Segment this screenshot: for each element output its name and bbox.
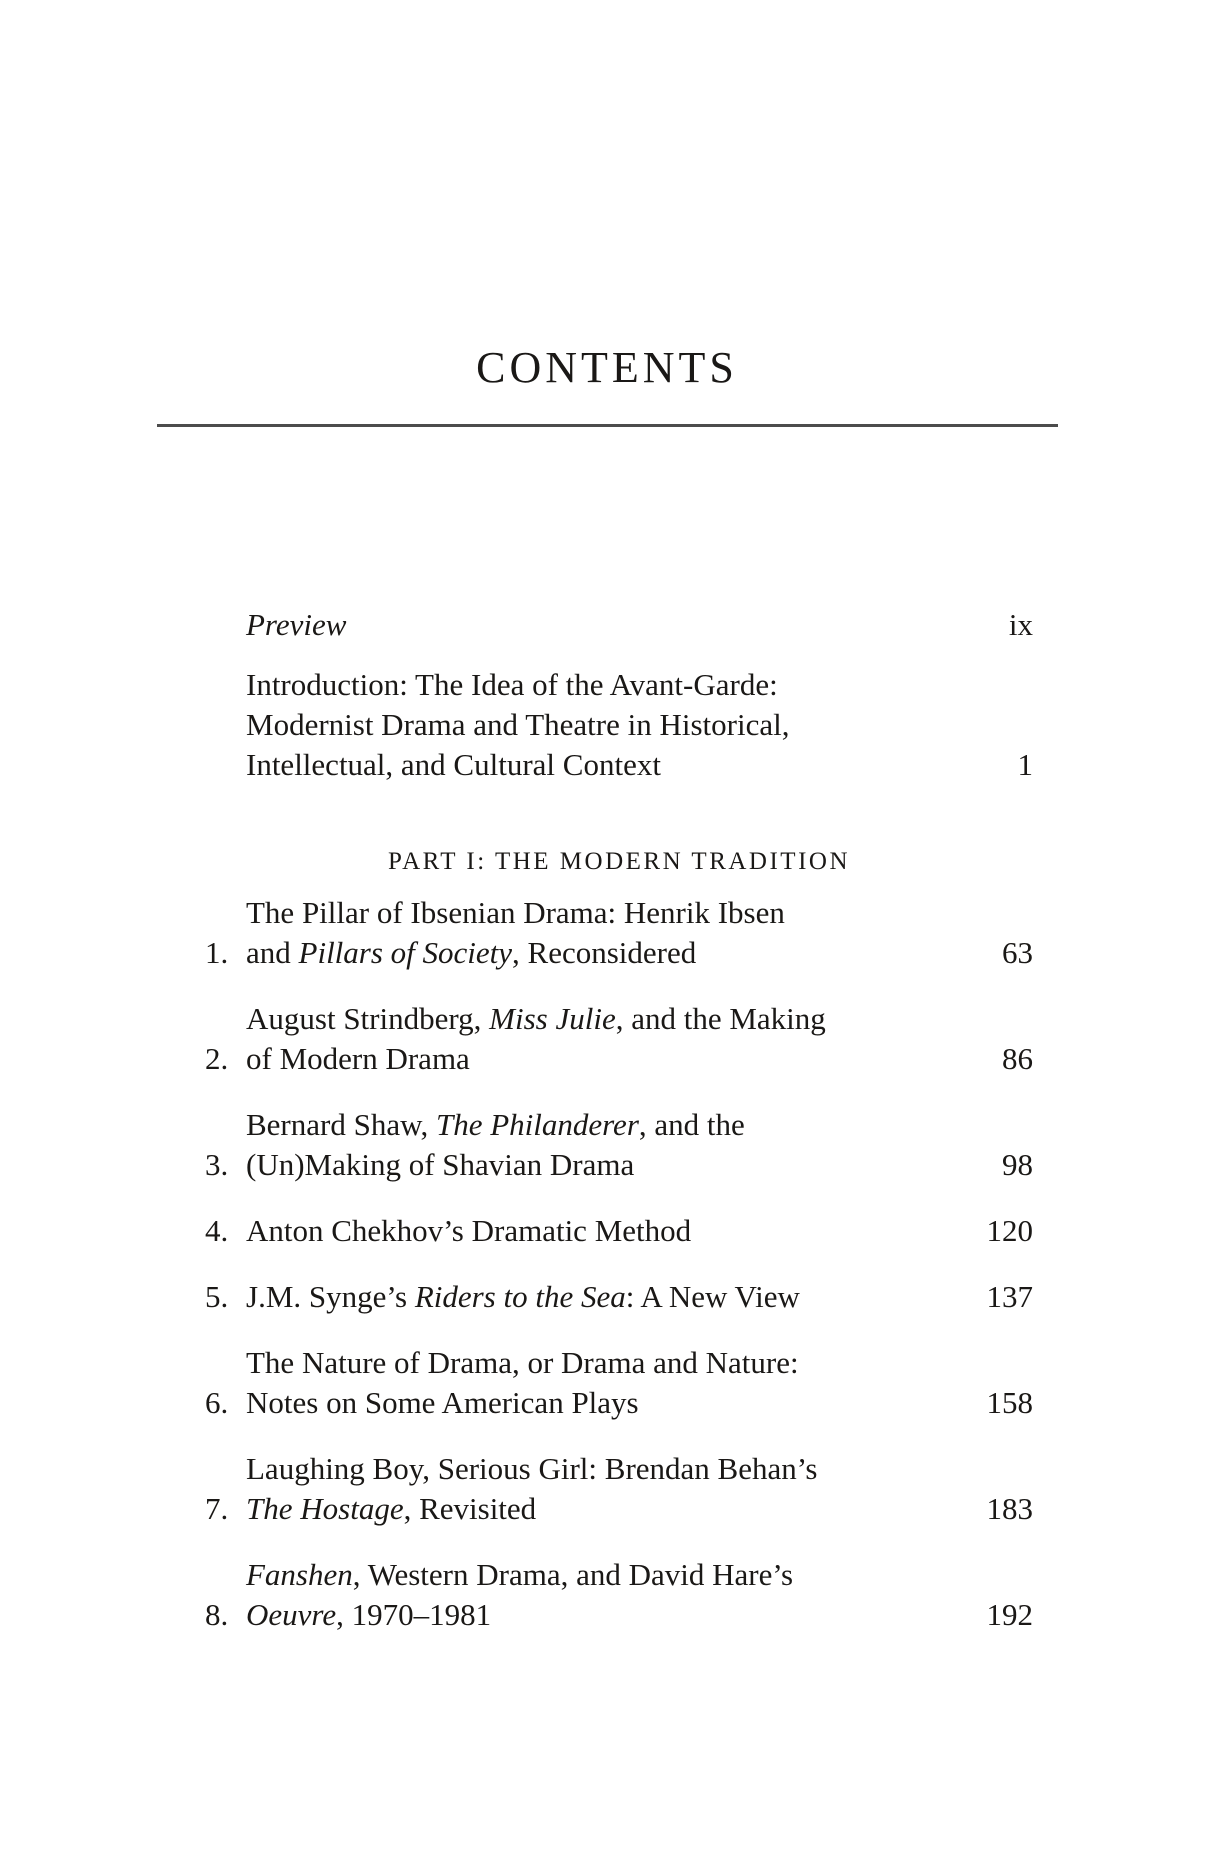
toc-entry-number: 6. xyxy=(205,1385,229,1420)
toc-entry xyxy=(205,893,1033,973)
toc-entry-line: August Strindberg, Miss Julie, and the Making xyxy=(246,1001,826,1036)
toc-entry-page: 137 xyxy=(986,1279,1033,1314)
toc-entry xyxy=(205,605,1033,645)
toc-entry-title xyxy=(246,605,967,645)
toc-entry-line: Fanshen, Western Drama, and David Hare’s xyxy=(246,1557,794,1592)
toc-entry-number: 1. xyxy=(205,935,229,970)
toc-entry-page: 1 xyxy=(1017,747,1033,782)
toc-entry-line: Notes on Some American Plays xyxy=(246,1385,639,1420)
toc-entry-line: and Pillars of Society, Reconsidered xyxy=(246,935,697,970)
toc-entry-number: 7. xyxy=(205,1491,229,1526)
toc-entry xyxy=(205,665,1033,785)
toc-entry-title xyxy=(246,999,967,1079)
toc-entry-page: 120 xyxy=(986,1213,1033,1248)
toc-entry-title xyxy=(246,893,967,973)
toc-entry-line: J.M. Synge’s Riders to the Sea: A New View xyxy=(246,1279,800,1314)
toc-entry-page: 192 xyxy=(986,1597,1033,1632)
toc-entry-title xyxy=(246,1343,967,1423)
toc-entry-title xyxy=(246,1555,967,1635)
toc-entry xyxy=(205,1449,1033,1529)
title-rule xyxy=(157,424,1058,427)
toc-entry-line: Modernist Drama and Theatre in Historical, xyxy=(246,707,790,742)
toc-entry-title xyxy=(246,1211,967,1251)
toc-entry-title xyxy=(246,1105,967,1185)
toc-entry-page: 158 xyxy=(986,1385,1033,1420)
toc-entry-line: of Modern Drama xyxy=(246,1041,470,1076)
toc-entry-line: Bernard Shaw, The Philanderer, and the xyxy=(246,1107,745,1142)
toc-entry-line: Intellectual, and Cultural Context xyxy=(246,747,661,782)
chapter-entries xyxy=(205,893,1033,1635)
toc-entry-line: Preview xyxy=(246,607,347,642)
toc-entry-line: Laughing Boy, Serious Girl: Brendan Behan’s xyxy=(246,1451,818,1486)
toc-entry-line: (Un)Making of Shavian Drama xyxy=(246,1147,635,1182)
toc-entry-title xyxy=(246,1449,967,1529)
toc-entry xyxy=(205,999,1033,1079)
toc-entry-title xyxy=(246,665,967,785)
toc-entry xyxy=(205,1277,1033,1317)
toc-entry-page: 86 xyxy=(1002,1041,1033,1076)
toc-entry-number: 4. xyxy=(205,1213,229,1248)
toc-entry-number: 2. xyxy=(205,1041,229,1076)
toc-entry xyxy=(205,1555,1033,1635)
toc-entry xyxy=(205,1211,1033,1251)
toc-entry-page: 98 xyxy=(1002,1147,1033,1182)
toc-entry-line: Anton Chekhov’s Dramatic Method xyxy=(246,1213,692,1248)
part-heading: PART I: THE MODERN TRADITION xyxy=(387,848,851,875)
toc-entry-page: ix xyxy=(1008,607,1033,642)
toc-entry-line: Introduction: The Idea of the Avant-Garde: xyxy=(246,667,778,702)
toc-entry xyxy=(205,1105,1033,1185)
toc-entry-line: The Pillar of Ibsenian Drama: Henrik Ibsen xyxy=(246,895,785,930)
toc-entry-number: 5. xyxy=(205,1279,229,1314)
toc-entry-line: The Nature of Drama, or Drama and Nature: xyxy=(246,1345,799,1380)
toc-entry-page: 63 xyxy=(1002,935,1033,970)
toc-entry xyxy=(205,1343,1033,1423)
toc-entry-number: 3. xyxy=(205,1147,229,1182)
page-title: CONTENTS xyxy=(476,343,738,392)
table-of-contents xyxy=(205,605,1033,1635)
toc-entry-line: Oeuvre, 1970–1981 xyxy=(246,1597,492,1632)
front-matter-entries xyxy=(205,605,1033,785)
toc-entry-line: The Hostage, Revisited xyxy=(246,1491,537,1526)
toc-entry-page: 183 xyxy=(986,1491,1033,1526)
toc-entry-title xyxy=(246,1277,967,1317)
toc-entry-number: 8. xyxy=(205,1597,229,1632)
